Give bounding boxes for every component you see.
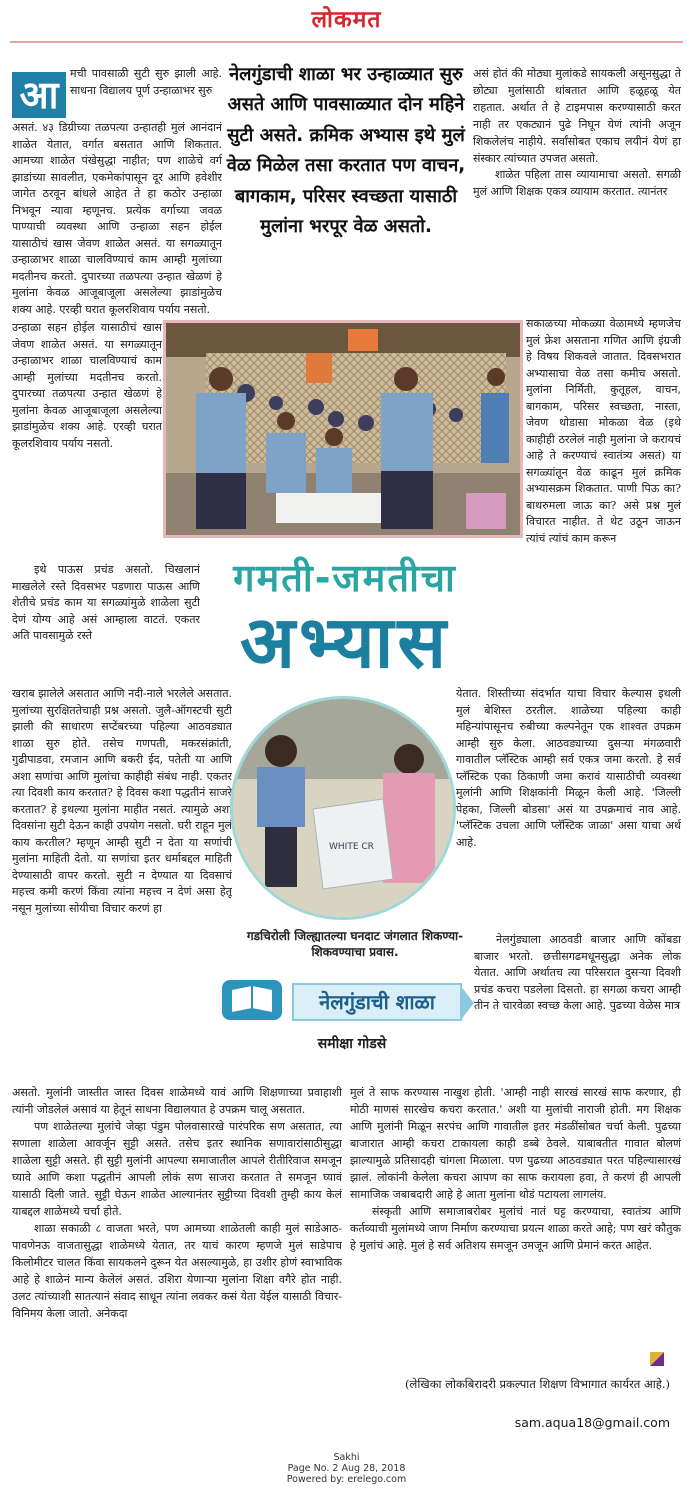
title-line-1: गमती-जमतीचा xyxy=(233,556,457,600)
left-paragraph-1: असतं. ४३ डिग्रीच्या तळपत्या उन्हातही मुलं आनंदानं शाळेत येतात, वर्गात बसतात आणि शिकतात. आमच्या शाळेत पंखेसुद्धा नाहीत; पण शाळेचे वर्ग झाडांच्या सावलीत, एकमेकांपासून दूर आणि हवेशीर जागेत ठरवून बांधले आहेत ते हा कठोर उन्हाळा निभवून न्यावा म्हणूनच. प्रत्येक वर्गाच्या जवळ पाण्याची व्यवस्था आणि उन्हाळा सहन होईल यासाठीचं खास जेवण शाळेत असतं. या सगळ्यातून उन्हाळाभर शाळा चालविण्याचं काम आम्ही मुलांच्या मदतीनच करतो. दुपारच्या तळपत्या उन्हात खेळणं हे मुलांना केवळ आजूबाजूला असलेल्या झाडांमुळेच शक्य आहे. एरव्ही घरात कूलरशिवाय पर्याय नसतो. xyxy=(12,121,222,316)
bottom-right-paragraph-1: मुलं ते साफ करण्यास नाखुश होती. 'आम्ही नाही सारखं सारखं साफ करणार, ही मोठी माणसं सारखेच कचरा करतात.' अशी या मुलांची नाराजी होती. मग शिक्षक आणि मुलांनी मिळून सरपंच आणि गावातील इतर मंडळींसोबत चर्चा केली. पुढच्या बाजारात आम्ही कचरा टाकायला काही डब्बे ठेवले. याबाबतीत गावात बोलणं झाल्यामुळे प्रतिसादही चांगला मिळाला. पण पुढच्या आठवड्यात परत पहिल्यासारखं झालं. लोकांनी केलेला कचरा आपण का साफ करायला हवा, ते करणं ही आपली सामाजिक जबाबदारी आहे हे आता मुलांना थोडं पटायला लागलंय. xyxy=(350,1086,681,1201)
bottom-left-paragraph-2: पण शाळेतल्या मुलांचे जेव्हा पंडुम पोलवासारखे पारंपरिक सण असतात, त्या सणाला शाळेला आवर्जून सुट्टी असते. तसेच इतर स्थानिक सणावारांसाठीसुद्धा शाळेला सुट्टी असते. ही सुट्टी मुलांनी आपल्या समाजातील आपले रीतीरिवाज समजून घ्यावे आणि कशा पद्धतीनं आपली लोकं सण साजरा करतात ते समजून घ्यावं यासाठी दिली जाते. सुट्टी घेऊन शाळेत आल्यानंतर सुट्टीच्या दिवशी तुम्ही काय केलं याबद्दल शाळेमध्ये चर्चा होते. xyxy=(12,1120,342,1218)
photo-caption: गडचिरोली जिल्ह्यातल्या घनदाट जंगलात शिकण्या-शिकवण्याचा प्रवास. xyxy=(246,929,464,959)
left-column-body xyxy=(12,120,222,320)
banner-arrow xyxy=(460,985,474,1021)
left-column-body-narrow xyxy=(12,320,162,560)
bottom-left-paragraph-3: शाळा सकाळी ८ वाजता भरते, पण आमच्या शाळेतली काही मुलं साडेआठ-पावणेनऊ वाजतासुद्धा शाळेमध्ये येतात, तर याचं कारण म्हणजे मुलं साडेपाच किलोमीटर चालत किंवा सायकलने दुरून येत असल्यामुळे, हा उशीर होणं स्वाभाविक आहे हे शाळेनं मान्य केलेलं असतं. उशिरा येणाऱ्या मुलांना शिक्षा वगैरे होत नाही. उलट त्यांच्याशी सातत्यानं संवाद साधून त्यांना लवकर कसं येता येईल यासाठी विचार-विनिमय केला जातो. अनेकदा xyxy=(12,1222,342,1320)
left-column-monsoon xyxy=(12,562,200,690)
series-title: नेलगुंडाची शाळा xyxy=(292,983,462,1021)
opening-text: मची पावसाळी सुटी सुरु झाली आहे. साधना विद्यालय पूर्ण उन्हाळाभर सुरु xyxy=(70,67,222,97)
bottom-left-paragraph-1: असतो. मुलांनी जास्तीत जास्त दिवस शाळेमध्ये यावं आणि शिक्षणाच्या प्रवाहाशी त्यांनी जोडलेलं असावं या हेतूनं साधना विद्यालयात हे उपक्रम चालू असतात. xyxy=(12,1086,342,1116)
bottom-right-paragraph-2: संस्कृती आणि समाजाबरोबर मुलांचं नातं घट्ट करण्याचा, स्वातंत्र्य आणि कर्तव्याची मुलांमध्ये जाण निर्माण करण्याचा प्रयत्न शाळा करते आहे; पण खरं कौतुक हे मुलांचं आहे. मुलं हे सर्व अतिशय समजून उमजून आणि प्रेमानं करत आहेत. xyxy=(350,1205,681,1252)
left-column-festivals xyxy=(12,686,232,1084)
right-paragraph-3: सकाळच्या मोकळ्या वेळामध्ये म्हणजेच मुलं फ्रेश असताना गणित आणि इंग्रजी हे विषय शिकवले जातात. दिवसभरात अभ्यासाचा वेळ तसा कमीच असतो. मुलांना निर्मिती, कुतूहल, वाचन, बागकाम, परिसर स्वच्छता, नास्ता, जेवण थोडासा मोकळा वेळ (इथे काहीही ठरलेलं नाही मुलांना जे करायचं आहे ते करण्याचं स्वातंत्र्य असतं) या सगळ्यांतून वेळ काढून मुलं क्रमिक अभ्यासक्रम शिकतात. पाणी पिऊ का? बाथरुमला जाऊ का? असे प्रश्न मुलं विचारत नाहीत. ते थेट उठून जाऊन त्यांचं त्यांचं काम करून xyxy=(526,317,681,545)
book-icon xyxy=(222,980,282,1020)
footer-section: Sakhi xyxy=(333,1452,360,1463)
bottom-right-column xyxy=(350,1084,681,1349)
right-paragraph-5: नेलगुंड्याला आठवडी बाजार आणि कोंबडा बाजार भरतो. छत्तीसगढमधूनसुद्धा अनेक लोक येतात. आणि अर्थातच त्या परिसरात दुसऱ्या दिवशी प्रचंड कचरा पडलेला दिसतो. हा सगळा कचरा आम्ही तीन ते चारवेळा स्वच्छ केला आहे. पुढच्या वेळेस मात्र xyxy=(474,933,681,1012)
left-paragraph-3: खराब झालेले असतात आणि नदी-नाले भरलेले असतात. मुलांच्या सुरक्षिततेचाही प्रश्न असतो. जुलै-ऑगस्टची सुटी झाली की साधारण सप्टेंबरच्या पहिल्या आठवड्यात शाळा सुरु होते. तसेच गणपती, मकरसंक्रांती, गुढीपाडवा, रमजान आणि बकरी ईद, पतेती या आणि अशा सणांचा आणि मुलांचा काहीही संबंध नाही. एकतर त्या दिवशी काय करतात? हे दिवस कशा पद्धतीनं साजरे करतात? हे इथल्या मुलांना माहीत नसतं. त्यामुळे अशा दिवसांना सुटी देऊन काही उपयोग नसतो. घरी राहून मुलं काय करतील? म्हणून आम्ही सुटी न देता या सणांची मुलांना माहिती देतो. या सणांचा इतर धर्माबद्दल माहिती देण्यासाठी वापर करतो. सुटी न देण्यात या दिवसाचं महत्त्व कमी करणं किंवा त्यांना महत्त्व न देणं असा हेतू नसून मुलांच्या सोयीचा विचार करणं हा xyxy=(12,687,232,915)
drop-cap: आ xyxy=(12,72,66,118)
footer-powered-by: Powered by: erelego.com xyxy=(286,1474,407,1485)
right-column-top xyxy=(473,66,681,316)
masthead-divider xyxy=(10,41,683,43)
right-column-bazaar xyxy=(474,932,681,1082)
footer-page-date: Page No. 2 Aug 28, 2018 xyxy=(287,1463,406,1474)
right-paragraph-1: असं होतं की मोठ्या मुलांकडे सायकली असूनसुद्धा ते छोट्या मुलांसाठी थांबतात आणि हळूहळू येत राहतात. अर्थात ते हे टाइमपास करण्यासाठी करत नाही तर एकट्यानं पुढे निघून येणं त्यांनी अजून शिकलेलंच नाहीये. सर्वांसोबत एकाच लयीनं येणं हा संस्कार त्यांच्यात उपजत असतो. xyxy=(473,67,681,165)
author-email-link[interactable]: sam.aqua18@gmail.com xyxy=(514,1415,670,1430)
svg-text:WHITE CR: WHITE CR xyxy=(329,842,374,852)
right-column-plastic xyxy=(456,686,681,926)
author-byline: समीक्षा गोडसे xyxy=(317,1036,387,1052)
children-group-photo xyxy=(163,320,523,538)
right-column-mid xyxy=(526,316,681,686)
left-paragraph-1-continued: उन्हाळा सहन होईल यासाठीचं खास जेवण शाळेत असतं. या सगळ्यातून उन्हाळाभर शाळा चालविण्याचं काम आम्ही मुलांच्या मदतीनच करतो. दुपारच्या तळपत्या उन्हात खेळणं हे मुलांना केवळ आजूबाजूला असलेल्या झाडांमुळेच शक्य आहे. एरव्ही घरात कूलरशिवाय पर्याय नसतो. xyxy=(12,321,162,450)
left-column-opening xyxy=(70,66,222,118)
children-plastic-bag-photo xyxy=(230,696,456,920)
right-paragraph-2: शाळेत पहिला तास व्यायामाचा असतो. सगळी मुलं आणि शिक्षक एकत्र व्यायाम करतात. त्यानंतर xyxy=(473,168,681,199)
article-lede: नेलगुंडाची शाळा भर उन्हाळ्यात सुरु असते आणि पावसाळ्यात दोन महिने सुटी असते. क्रमिक अभ्यास इथे मुलं वेळ मिळेल तसा करतात पण वाचन, बागकाम, परिसर स्वच्छता यासाठी मुलांना भरपूर वेळ असतो. xyxy=(226,64,466,238)
page-footer xyxy=(240,1452,453,1485)
title-line-2: अभ्यास xyxy=(239,600,451,684)
author-note: (लेखिका लोकबिरादरी प्रकल्पात शिक्षण विभागात कार्यरत आहे.) xyxy=(405,1377,670,1391)
end-mark-icon xyxy=(650,1352,664,1366)
left-paragraph-2: इथे पाऊस प्रचंड असतो. चिखलानं माखलेले रस्ते दिवसभर पडणारा पाऊस आणि शेतीचे प्रचंड काम या सगळ्यांमुळे शाळेला सुटी देणं योग्य आहे असं आम्हाला वाटतं. एकतर अति पावसामुळे रस्ते xyxy=(12,563,200,642)
right-paragraph-4: येतात. शिस्तीच्या संदर्भात याचा विचार केल्यास इथली मुलं बेशिस्त ठरतील. शाळेच्या पहिल्या काही महिन्यांपासूनच रुबीच्या कल्पनेतून एक शाश्वत उपक्रम आम्ही सुरु केला. आठवड्याच्या दुसऱ्या मंगळवारी गावातील प्लॅस्टिक आम्ही सर्व एकत्र जमा करतो. हे सर्व प्लॅस्टिक एका ठिकाणी जमा करावं यासाठीची व्यवस्था मुलांनी आणि शिक्षकांनी मिळून केली आहे. 'जिल्ली पेहका, जिल्ली बोडसा' असं या उपक्रमाचं नाव आहे. 'प्लॅस्टिक उचला आणि प्लॅस्टिक जाळा' असा याचा अर्थ आहे. xyxy=(456,687,681,849)
bottom-left-column xyxy=(12,1084,342,1434)
lokmat-logo: लोकमत xyxy=(311,7,382,33)
